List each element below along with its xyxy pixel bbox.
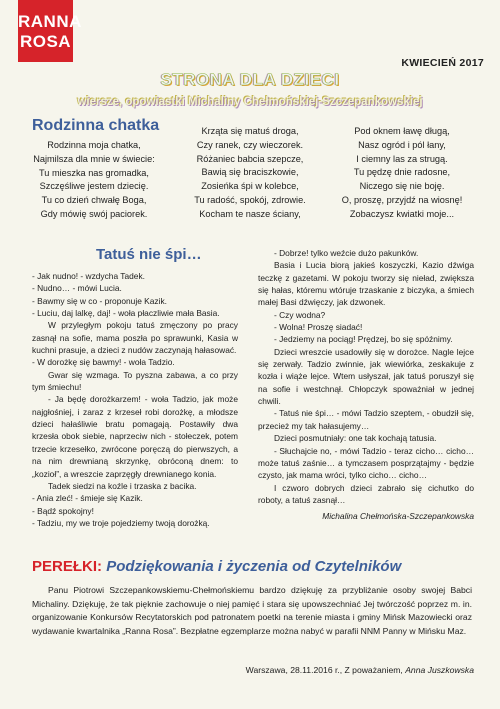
poem-line: Gdy mówię swój paciorek. [40,208,148,219]
story-paragraph: - Ania zleć! - śmieje się Kazik. [32,493,143,504]
poem-line: Czy ranek, czy wieczorek. [196,139,304,150]
perelki-heading-title: Podziękowania i życzenia od Czytelników [106,558,402,575]
story-paragraph: - Czy wodna? [274,309,326,320]
perelki-heading [32,558,401,575]
poem-line: Bawią się braciszkowie, [201,167,299,178]
poem-title: Rodzinna chatka [32,117,160,134]
story-signature: Michalina Chełmońska-Szczepankowska [322,511,474,522]
poem-line: Pod oknem ławę długą, [354,126,450,136]
poem-line: Tu co dzień chwałę Boga, [41,195,147,206]
perelki-sign-prefix: Warszawa, 28.11.2016 r., Z poważaniem, [245,665,403,675]
poem-line: Tu radość, spokój, zdrowie. [194,194,306,205]
perelki-body [32,584,472,638]
story-paragraph: - Jak nudno! - wzdycha Tadek. [32,271,145,281]
poem-line: Najmilsza dla mnie w świecie: [33,153,155,164]
poem-column-3 [332,125,472,222]
poem-line: O, proszę, przyjdź na wiosnę! [341,194,463,205]
poem-line: Tu mieszka nas gromadka, [39,167,149,178]
story-paragraph: - Luciu, daj lalkę, daj! - woła płaczliwie mała Basia. [32,308,220,319]
poem-line: Różaniec babcia szepcze, [196,153,304,164]
story-paragraph: Tadek siedzi na koźle i trzaska z bacika. [48,480,197,491]
story-paragraph: Basia i Lucia biorą jakieś koszyczki, Kazio dźwiga teczkę z gazetami. W pokoju tworzy się nieład, zwiększa się hałas, któremu wtóruje trzaskanie z biczyka, a śmiech małej Basi dźwięczy, jak dzwonek. [258,260,474,308]
story-paragraph: - W dorożkę się bawmy! - woła Tadzio. [32,357,175,368]
poem-column-2 [180,125,320,222]
story-paragraph: - Bądź spokojny! [32,505,94,516]
poem-column-1 [28,139,160,222]
story-paragraph: Dzieci posmutniały: one tak kochają tatusia. [274,433,437,444]
story-right-column [258,247,474,523]
poem-line: Tu pędzę dnie radosne, [353,167,451,178]
poem-line: Zobaczysz kwiatki moje... [349,208,455,219]
section-subtitle: wiersze, opowiastki Michaliny Chełmońskiej-Szczepankowskiej [77,96,423,108]
story-paragraph: - Tatuś nie śpi… - mówi Tadzio szeptem, - obudził się, przecież my tak hałasujemy… [258,408,474,431]
perelki-signature [246,665,474,675]
story-paragraph: - Wolna! Proszę siadać! [274,322,363,333]
story-paragraph: - Ja będę dorożkarzem! - woła Tadzio, jak może najgłośniej, i zaraz z krzeseł robi dorożkę, a młodsze dzieci hałaśliwie bratu pomagają. Postawiły dwa krzesła obok siebie, naprzeciw nich - stołeczek, potem trzecie krzesełko, zwrócone poręczą do pierwszych, a na nim drewnianą skrzynkę, obróconą dnem: to „kozioł”, a wreszcie zaprzęgły drewnianego konia. [32,394,238,479]
story-paragraph: - Słuchajcie no, - mówi Tadzio - teraz cicho… cicho… może tatuś zaśnie… a tymczasem posprzątajmy - będzie czysto, jak mama wróci, tylko cicho… cicho… [258,445,474,481]
poem-line: Zosieńka śpi w kolebce, [201,181,299,192]
perelki-heading-label: PEREŁKI: [32,558,103,575]
poem-line: Rodzinna moja chatka, [47,140,141,150]
poem-line: Krząta się matuś droga, [201,126,299,136]
story-paragraph: - Nudno… - mówi Lucia. [32,283,122,294]
poem-line: I ciemny las za strugą. [356,153,448,164]
issue-date: KWIECIEŃ 2017 [401,57,484,69]
story-paragraph: - Jedziemy na pociąg! Prędzej, bo się spóźnimy. [274,334,453,345]
logo-line-2: ROSA [19,32,72,51]
logo-line-1: RANNA [18,12,82,31]
story-left-column [32,270,238,529]
story-title: Tatuś nie śpi… [96,246,202,263]
poem-line: Kocham te nasze ściany, [199,208,301,219]
story-paragraph: Dzieci wreszcie usadowiły się w dorożce. Nagle lejce się zerwały. Tadzio zwinnie, jak wiewiórka, zeskakuje z kozła i wiąże lejce. Wtem usłyszał, jak tatuś poruszył się na sofie i westchnął. Chłopczyk spoważniał w jednej chwili. [258,346,474,407]
magazine-logo [18,0,82,62]
poem-line: Szczęśliwe jestem dziecię. [39,181,149,192]
section-title: STRONA DLA DZIECI [160,70,340,89]
poem-line: Niczego się nie boję. [359,181,445,192]
perelki-sign-name: Anna Juszkowska [405,665,474,675]
poem-line: Nasz ogród i pól łany, [358,139,446,150]
story-paragraph: - Bawmy się w co - proponuje Kazik. [32,295,167,306]
story-paragraph: - Dobrze! tylko weźcie dużo pakunków. [274,248,419,258]
story-paragraph: W przyległym pokoju tatuś zmęczony po pracy zasnął na sofie, mama poszła po sprawunki, Kasia w kuchni prasuje, a dzieci z nudów zaczynają hałasować. [32,320,238,356]
story-paragraph: - Tadziu, my we troje pojedziemy twoją dorożką. [32,517,210,528]
story-paragraph: Gwar się wzmaga. To pyszna zabawa, a co przy tym śmiechu! [32,369,238,393]
perelki-paragraph: Panu Piotrowi Szczepankowskiemu-Chełmońskiemu bardzo dziękuję za przybliżanie osoby swojej Babci Michaliny. Dziękuję, że tak pięknie zachowuje o niej pamięć i stara się upowszechniać Jej twórczość poprzez m. in. organizowanie Konkursów Recytatorskich pod patronatem poetki na terenie miasta i gminy Mińsk Mazowiecki oraz wydawanie kwartalnika „Ranna Rosa”. Bezpłatne egzemplarze można nabyć w parafii NNM Panny w Mińsku Maz. [32,585,472,636]
story-paragraph: I czworo dobrych dzieci zabrało się cichutko do roboty, a tatuś zasnął… [258,482,474,505]
